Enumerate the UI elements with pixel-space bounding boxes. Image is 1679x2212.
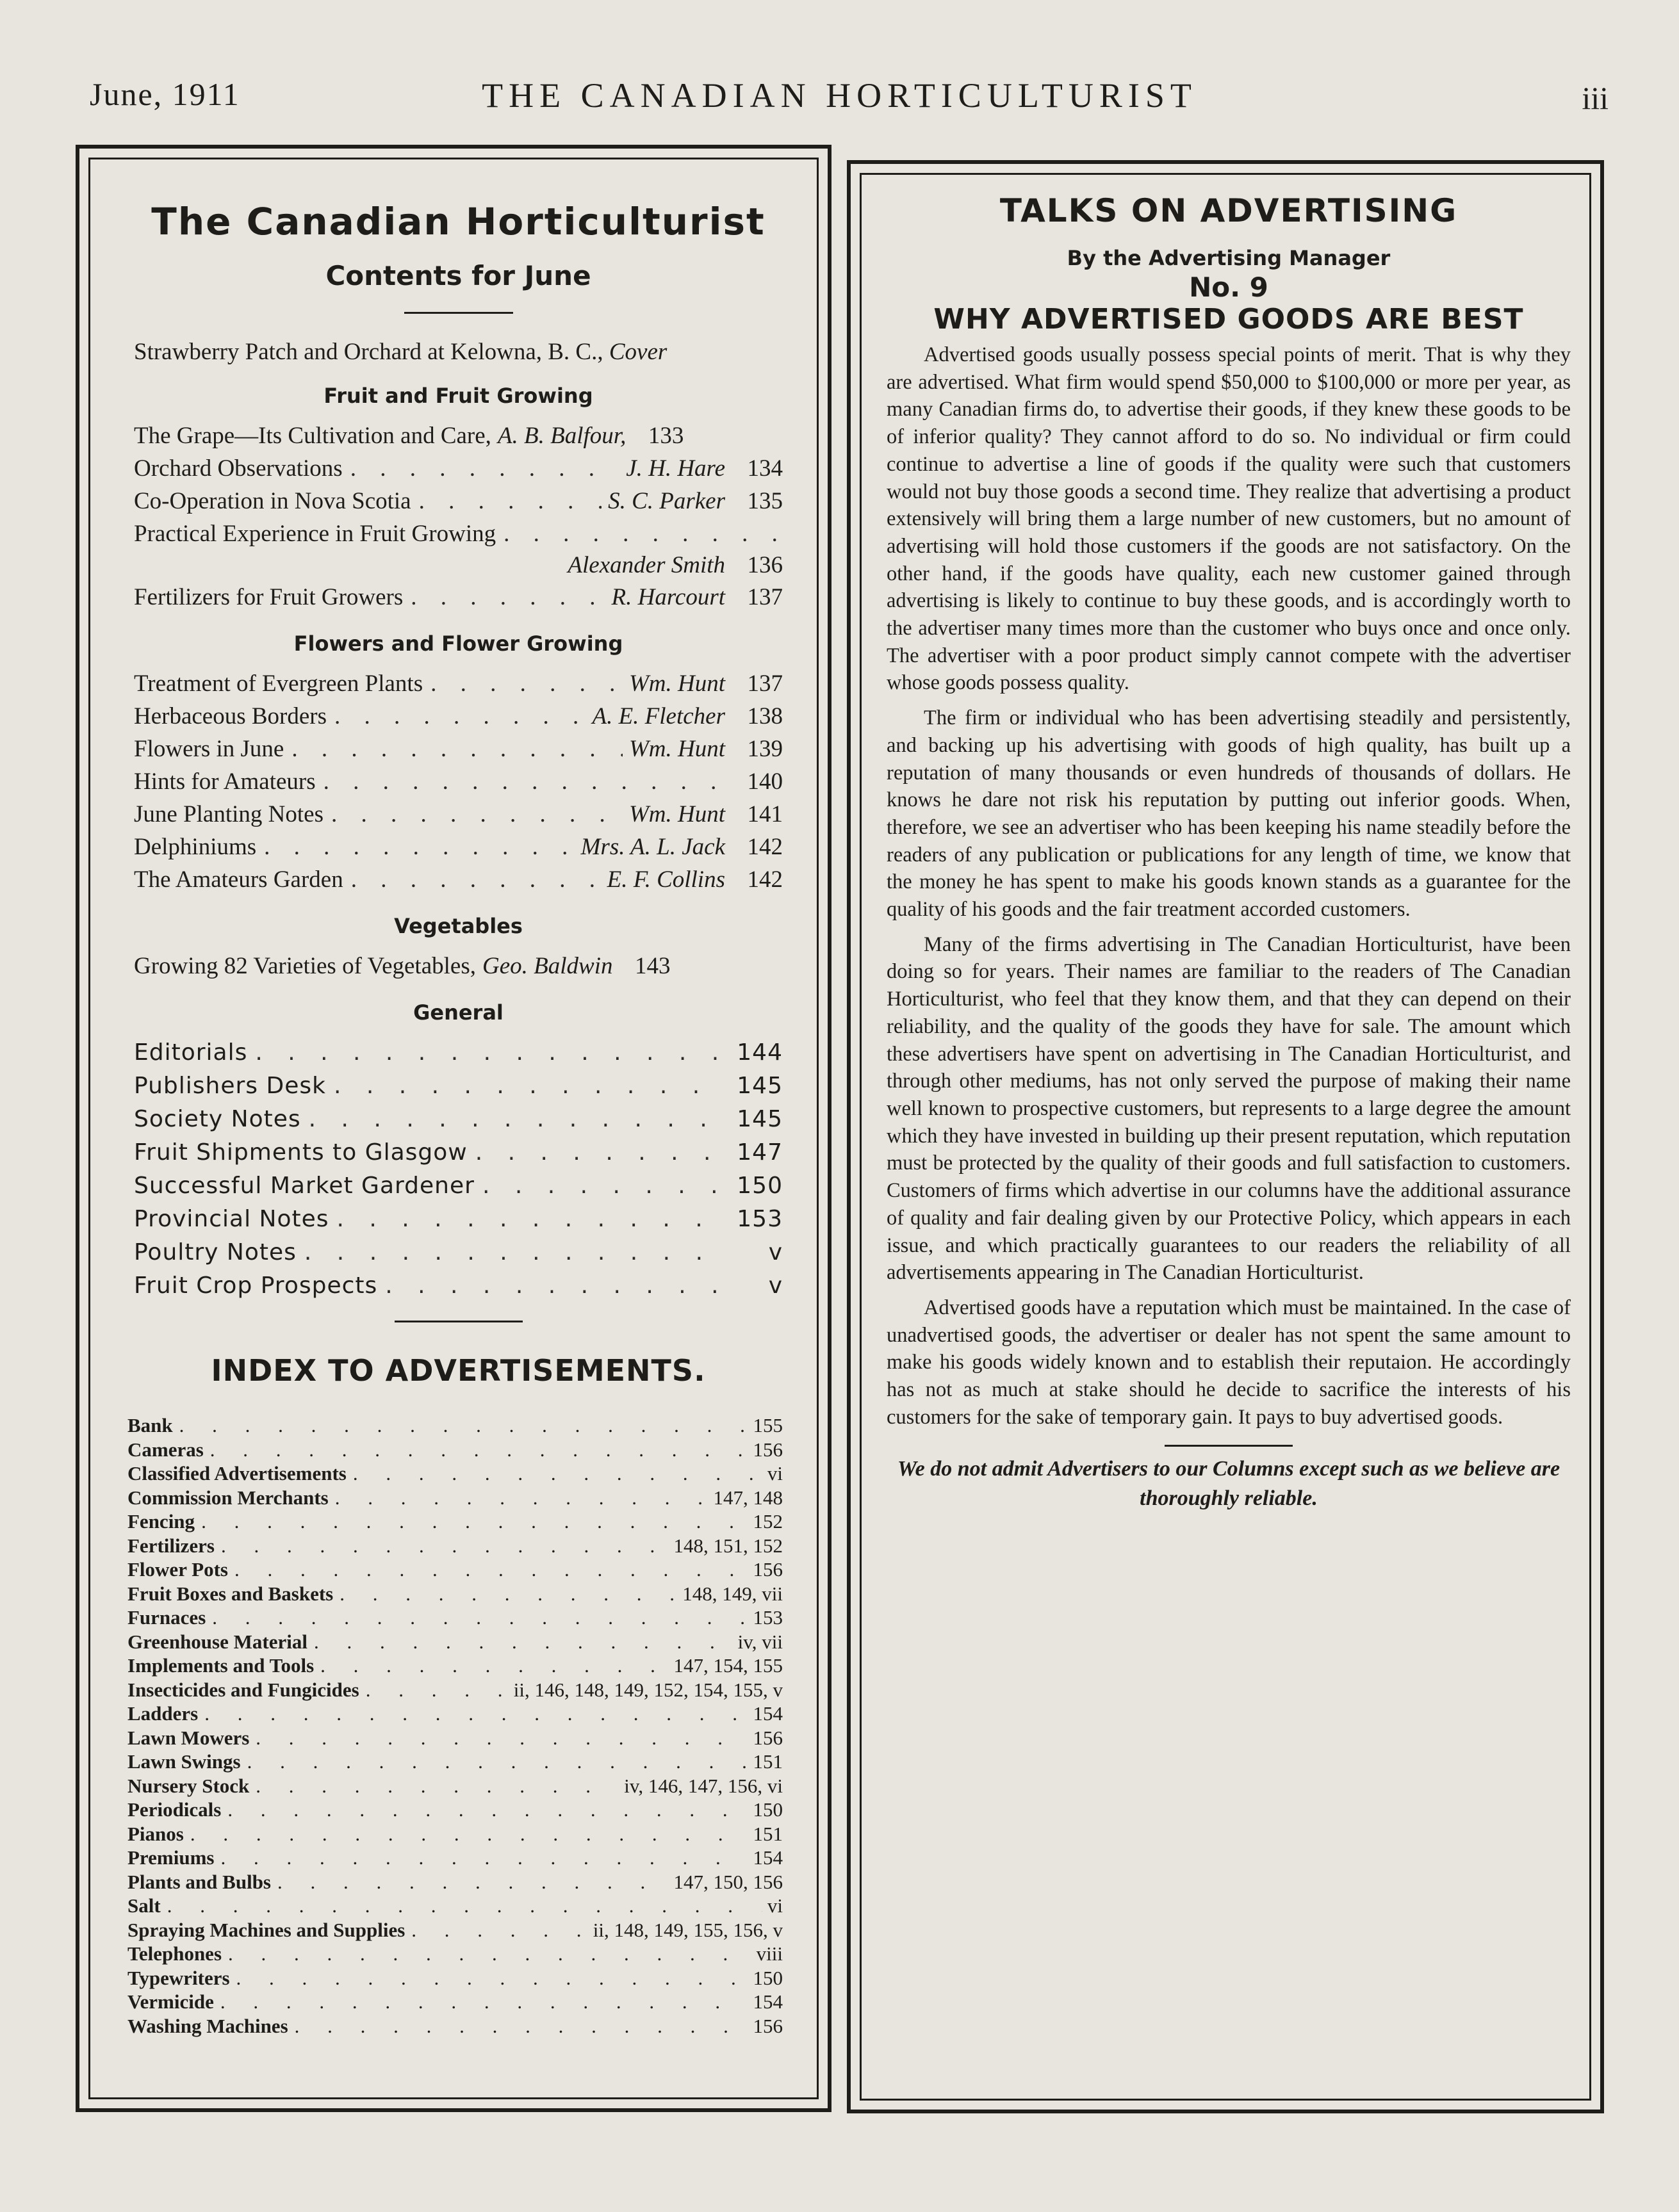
toc-leader (343, 452, 619, 485)
ad-index-pages: 153 (753, 1606, 783, 1629)
toc-entry (134, 831, 783, 863)
toc-page: 141 (747, 801, 783, 827)
section-heading: Fruit and Fruit Growing (324, 384, 593, 408)
ad-index-pages: 150 (753, 1966, 783, 1989)
section-heading: Vegetables (394, 914, 523, 938)
toc-leader (247, 1036, 725, 1069)
toc-author: S. C. Parker (608, 488, 725, 514)
running-head (0, 76, 1679, 127)
ad-index-name: Fruit Boxes and Baskets (127, 1582, 334, 1605)
toc-page: 139 (747, 736, 783, 762)
toc-title: Editorials (134, 1039, 248, 1066)
toc-leader (343, 863, 601, 896)
toc-entry (134, 581, 783, 614)
toc-title: Delphiniums (134, 834, 257, 860)
section-vegetables (134, 914, 783, 982)
toc-page: 133 (648, 423, 684, 449)
ad-index-name: Vermicide (127, 1990, 214, 2013)
magazine-title: The Canadian Horticulturist (151, 200, 766, 243)
toc-entry-continued (134, 550, 783, 581)
toc-title: Fertilizers for Fruit Growers (134, 584, 404, 610)
talks-title: TALKS ON ADVERTISING (999, 192, 1458, 229)
ad-index-leader (195, 1509, 748, 1534)
toc-entry (134, 517, 783, 550)
toc-leader (411, 485, 602, 517)
section-heading: Flowers and Flower Growing (293, 631, 623, 656)
ad-index-pages: 147, 148 (713, 1486, 783, 1509)
running-title: THE CANADIAN HORTICULTURIST (482, 76, 1197, 115)
toc-title: Flowers in June (134, 736, 284, 762)
toc-page: 135 (747, 488, 783, 514)
ad-index-entry (127, 1894, 783, 1918)
ad-index-title: INDEX TO ADVERTISEMENTS. (211, 1353, 706, 1388)
ad-index-name: Insecticides and Fungicides (127, 1678, 359, 1701)
ad-index-pages: 147, 154, 155 (673, 1654, 783, 1677)
ad-index-leader (314, 1654, 668, 1678)
ad-index-leader (198, 1702, 748, 1726)
toc-title: Fruit Crop Prospects (134, 1273, 378, 1299)
ad-index-leader (228, 1557, 748, 1582)
ad-index-leader (161, 1894, 762, 1918)
toc-page: v (768, 1239, 783, 1265)
ad-index-entry (127, 1990, 783, 2014)
toc-leader (403, 581, 605, 614)
ad-index-pages: ii, 148, 149, 155, 156, v (593, 1918, 783, 1941)
ad-index-name: Implements and Tools (127, 1654, 315, 1677)
divider (395, 1321, 523, 1322)
ad-index-leader (184, 1822, 748, 1846)
ad-index-pages: 151 (753, 1822, 783, 1845)
ad-index-name: Furnaces (127, 1606, 206, 1629)
page-number: iii (1582, 80, 1609, 116)
toc-leader (423, 667, 623, 700)
ad-index-pages: 148, 149, vii (682, 1582, 783, 1605)
toc-entry (134, 1103, 783, 1136)
talks-byline: By the Advertising Manager (1067, 246, 1391, 270)
toc-leader (284, 733, 623, 765)
ad-index-pages: iv, 146, 147, 156, vi (624, 1774, 783, 1797)
toc-page: 136 (747, 552, 783, 578)
section-heading: General (413, 1000, 504, 1025)
ad-index-entry (127, 1534, 783, 1558)
body-paragraph: Advertised goods usually possess special points of merit. That is why they are advertised. What firm would spend $50,000 to $100,000 or more per year, as many Canadian firms do, to advertise their goods, if they knew these goods to be of inferior quality? They cannot afford to do so. No individual or firm could continue to advertise a line of goods if the quality were such that customers would not buy those goods a second time. They realize that advertising a product extensively will bring them a large number of new customers, but no amount of advertising will hold those customers if the goods are not satisfactory. On the other hand, if the goods have quality, each new customer gained through advertising is likely to continue to buy these goods, and is accordingly worth to the advertiser many times more than the customer who buys once and once only. The advertiser with a poor product simply cannot compete with the advertiser whose goods possess quality. (887, 343, 1571, 695)
ad-index-name: Premiums (127, 1846, 215, 1869)
toc-leader (496, 517, 783, 550)
toc-title: Successful Market Gardener (134, 1173, 475, 1199)
ad-index-entry (127, 1942, 783, 1966)
ad-index-name: Salt (127, 1894, 161, 1917)
ad-index-leader (333, 1582, 677, 1606)
contents-subtitle: Contents for June (325, 260, 591, 291)
toc-page: 143 (634, 953, 671, 979)
ad-index-pages: 147, 150, 156 (673, 1870, 783, 1893)
toc-entry (134, 733, 783, 765)
ad-index-leader (249, 1726, 748, 1750)
ad-index-entry (127, 1438, 783, 1462)
contents-inner (127, 200, 783, 2038)
ad-index-entry (127, 1702, 783, 1726)
toc-entry (134, 1036, 783, 1069)
toc-title: Practical Experience in Fruit Growing (134, 521, 496, 547)
ad-index-pages: 156 (753, 1558, 783, 1581)
ad-index-pages: 156 (753, 1438, 783, 1461)
toc-author: Mrs. A. L. Jack (580, 834, 725, 860)
ad-index-name: Classified Advertisements (127, 1462, 347, 1484)
toc-title: Growing 82 Varieties of Vegetables, (134, 953, 476, 979)
ad-index-pages: 148, 151, 152 (673, 1534, 783, 1557)
ad-index-entry (127, 1461, 783, 1486)
toc-entry (134, 1169, 783, 1203)
ad-index-leader (206, 1606, 748, 1630)
toc-title: Hints for Amateurs (134, 769, 316, 795)
toc-title: Co-Operation in Nova Scotia (134, 488, 411, 514)
ad-index-entry (127, 1918, 783, 1942)
toc-leader (329, 1203, 725, 1236)
ad-index-name: Commission Merchants (127, 1486, 329, 1509)
ad-index-leader (241, 1750, 748, 1774)
toc-author: Wm. Hunt (628, 736, 725, 762)
toc-page: 142 (747, 866, 783, 893)
ad-index-entry (127, 1557, 783, 1582)
ad-index-pages: vi (767, 1462, 783, 1484)
ad-index-pages: 156 (753, 2014, 783, 2037)
toc-author: Geo. Baldwin (482, 953, 613, 979)
toc-author: Alexander Smith (568, 552, 725, 578)
toc-leader (327, 700, 586, 733)
cover-entry (134, 338, 783, 366)
ad-index-entry (127, 1774, 783, 1798)
ad-index-entry (127, 1846, 783, 1870)
ad-index-entry (127, 1606, 783, 1630)
section-fruit (134, 384, 783, 614)
ad-index-pages: viii (756, 1942, 783, 1965)
ad-index-name: Telephones (127, 1942, 222, 1965)
toc-author: Wm. Hunt (628, 671, 725, 697)
toc-page: 145 (737, 1073, 783, 1099)
ad-index-pages: 150 (753, 1798, 783, 1821)
talks-headline: WHY ADVERTISED GOODS ARE BEST (933, 303, 1524, 336)
ad-index-pages: 154 (753, 1846, 783, 1869)
ad-index-leader (347, 1461, 762, 1486)
toc-author: E. F. Collins (607, 866, 725, 893)
toc-page: 153 (737, 1206, 783, 1232)
toc-page: 140 (747, 769, 783, 795)
ad-index-entry (127, 1822, 783, 1846)
toc-leader (297, 1236, 725, 1269)
toc-leader (301, 1103, 725, 1136)
ad-index-leader (405, 1918, 587, 1942)
ad-index-leader (288, 2014, 748, 2038)
toc-entry (134, 452, 783, 485)
toc-page: 144 (737, 1039, 783, 1066)
ad-index-entry (127, 1486, 783, 1510)
ad-index-pages: 154 (753, 1702, 783, 1725)
toc-entry (134, 950, 783, 982)
ad-index-list (127, 1413, 783, 2038)
ad-index-entry (127, 1750, 783, 1774)
ad-index-pages: 151 (753, 1750, 783, 1773)
toc-entry (134, 1269, 783, 1303)
toc-author: Wm. Hunt (628, 801, 725, 827)
reliability-notice: We do not admit Advertisers to our Columns except such as we believe are thoroughly reliable. (897, 1457, 1560, 1511)
ad-index-pages: ii, 146, 148, 149, 152, 154, 155, v (513, 1678, 783, 1701)
ad-index-entry (127, 2014, 783, 2038)
cover-title: Strawberry Patch and Orchard at Kelowna, B. C., (134, 339, 609, 365)
toc-page: 134 (747, 455, 783, 482)
toc-title: Treatment of Evergreen Plants (134, 671, 423, 697)
ad-index-entry (127, 1654, 783, 1678)
toc-title: Publishers Desk (134, 1073, 326, 1099)
toc-author: R. Harcourt (611, 584, 725, 610)
body-paragraph: Many of the firms advertising in The Canadian Horticulturist, have been doing so for years. Their names are familiar to the readers of The Canadian Horticulturist, who feel that they know them, and that they can depend on their reliability, and the quality of the goods they have for sale. The amount which these advertisers have spent on advertising in The Canadian Horticulturist, and through other mediums, has not only served the purpose of making their name well known to prospective customers, but represents to a large degree the amount which they have invested in building up their present reputation, which reputation must be protected by the quality of their goods and full satisfaction to customers. Customers of firms which advertise in our columns have the additional assurance of quality and fair dealing given by our Protective Policy, which appears in each issue, and which practically guarantees to our readers the reliability of all advertisements appearing in The Canadian Horticulturist. (887, 932, 1571, 1285)
ad-index-leader (329, 1486, 708, 1510)
ad-index-leader (214, 1846, 748, 1870)
ad-index-name: Pianos (127, 1822, 184, 1845)
ad-index-name: Bank (127, 1414, 173, 1436)
toc-title: Poultry Notes (134, 1239, 297, 1265)
toc-entry (134, 1236, 783, 1269)
toc-leader (475, 1169, 725, 1203)
ad-index-name: Spraying Machines and Supplies (127, 1918, 405, 1941)
toc-leader (377, 1269, 725, 1303)
ad-index-entry (127, 1509, 783, 1534)
ad-index-pages: 155 (753, 1414, 783, 1436)
toc-entry (134, 419, 783, 452)
toc-entry (134, 485, 783, 517)
toc-entry (134, 765, 783, 798)
talks-inner (887, 192, 1571, 1513)
ad-index-name: Periodicals (127, 1798, 222, 1821)
ad-index-entry (127, 1798, 783, 1822)
toc-title: Orchard Observations (134, 455, 343, 482)
toc-entry (134, 798, 783, 831)
toc-leader (324, 798, 623, 831)
ad-index-pages: iv, vii (737, 1630, 783, 1653)
toc-author: J. H. Hare (626, 455, 725, 482)
toc-author: A. E. Fletcher (592, 703, 725, 729)
toc-title: The Amateurs Garden (134, 866, 343, 893)
divider (1165, 1445, 1293, 1447)
ad-index-pages: 156 (753, 1726, 783, 1749)
ad-index-leader (215, 1534, 669, 1558)
toc-title: June Planting Notes (134, 801, 324, 827)
talks-box (847, 160, 1604, 2113)
ad-index-name: Flower Pots (127, 1558, 228, 1581)
toc-page: v (768, 1273, 783, 1299)
ad-index-entry (127, 1413, 783, 1438)
toc-leader (256, 831, 574, 863)
toc-page: 137 (747, 671, 783, 697)
ad-index-entry (127, 1630, 783, 1654)
toc-page: 137 (747, 584, 783, 610)
toc-page: 150 (737, 1173, 783, 1199)
body-paragraph: The firm or individual who has been advertising steadily and persistently, and backing up his advertising with goods of high quality, has built up a reputation of many thousands or even hundreds of thousands of dollars. He knows he dare not risk his reputation by putting out inferior goods. When, therefore, we see an advertiser who has been keeping his name steadily before the readers of any publication or publications for any length of time, we know that the money he has spent to make his goods known stands as a guarantee for the quality of his goods and the fair treatment accorded customers. (887, 706, 1571, 922)
ad-index-leader (359, 1678, 509, 1702)
ad-index-leader (222, 1942, 751, 1966)
ad-index-pages: vi (767, 1894, 783, 1917)
ad-index-leader (230, 1966, 748, 1990)
toc-entry (134, 1069, 783, 1103)
ad-index-name: Nursery Stock (127, 1774, 250, 1797)
ad-index-entry (127, 1870, 783, 1894)
ad-index-pages: 154 (753, 1990, 783, 2013)
ad-index-entry (127, 1678, 783, 1702)
toc-title: The Grape—Its Cultivation and Care, (134, 423, 491, 449)
toc-entry (134, 1136, 783, 1169)
ad-index-entry (127, 1582, 783, 1606)
toc-leader (326, 1069, 725, 1103)
toc-leader (468, 1136, 725, 1169)
ad-index-name: Washing Machines (127, 2014, 288, 2037)
section-flowers (134, 631, 783, 896)
body-paragraph: Advertised goods have a reputation which must be maintained. In the case of unadvertised goods, the advertiser or dealer has not spent the same amount to make his goods widely known and to establish their reputaion. He accordingly has not as much at stake should he decide to sacrifice the interests of his customers for the sake of temporary gain. It pays to buy advertised goods. (887, 1296, 1571, 1429)
talks-body (887, 341, 1571, 1431)
ad-index-name: Fertilizers (127, 1534, 215, 1557)
ad-index-leader (249, 1774, 619, 1798)
toc-page: 142 (747, 834, 783, 860)
toc-page: 147 (737, 1139, 783, 1166)
ad-index-leader (204, 1438, 748, 1462)
ad-index-name: Lawn Mowers (127, 1726, 250, 1749)
section-general (134, 1000, 783, 1303)
ad-index-name: Ladders (127, 1702, 199, 1725)
ad-index-leader (271, 1870, 669, 1894)
toc-page: 145 (737, 1106, 783, 1132)
toc-entry (134, 1203, 783, 1236)
issue-date: June, 1911 (90, 76, 240, 112)
toc-title: Provincial Notes (134, 1206, 329, 1232)
ad-index-entry (127, 1966, 783, 1990)
ad-index-name: Fencing (127, 1510, 195, 1533)
ad-index-name: Greenhouse Material (127, 1630, 307, 1653)
divider (404, 312, 513, 314)
toc-entry (134, 667, 783, 700)
toc-leader (316, 765, 725, 798)
toc-title: Herbaceous Borders (134, 703, 327, 729)
ad-index-leader (307, 1630, 733, 1654)
ad-index-entry (127, 1726, 783, 1750)
ad-index-name: Typewriters (127, 1966, 230, 1989)
ad-index-pages: 152 (753, 1510, 783, 1533)
contents-box (76, 145, 831, 2112)
toc-entry (134, 700, 783, 733)
ad-index-leader (173, 1413, 748, 1438)
toc-page: 138 (747, 703, 783, 729)
toc-title: Fruit Shipments to Glasgow (134, 1139, 468, 1166)
toc-title: Society Notes (134, 1106, 301, 1132)
ad-index-leader (214, 1990, 748, 2014)
ad-index-leader (221, 1798, 748, 1822)
talks-number: No. 9 (1189, 272, 1268, 303)
ad-index-name: Lawn Swings (127, 1750, 241, 1773)
cover-page: Cover (609, 339, 668, 365)
ad-index-name: Cameras (127, 1438, 204, 1461)
toc-entry (134, 863, 783, 896)
toc-author: A. B. Balfour, (497, 423, 627, 449)
ad-index-name: Plants and Bulbs (127, 1870, 271, 1893)
